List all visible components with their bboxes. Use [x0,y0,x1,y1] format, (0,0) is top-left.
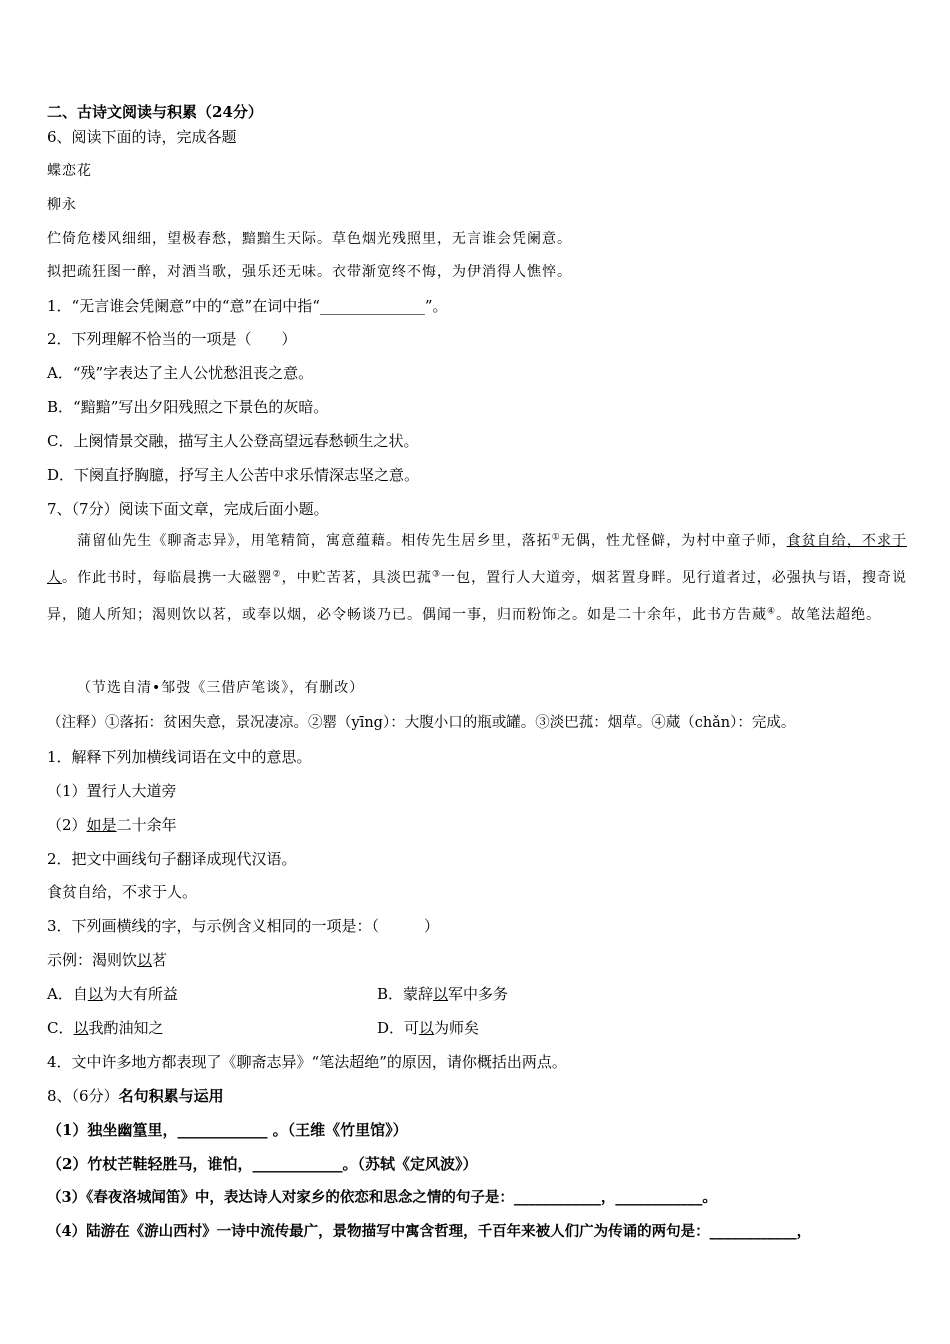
q6-sub2: 2．下列理解不恰当的一项是（ ） [47,330,297,348]
q6-sub1: 1．“无言谁会凭阑意”中的“意”在词中指“______________”。 [47,297,448,315]
option-suffix: 为大有所益 [102,985,178,1003]
poem-line-1: 伫倚危楼风细细，望极春愁，黯黯生天际。草色烟光残照里，无言谁会凭阑意。 [47,231,572,247]
underlined-char: 以 [137,951,153,969]
option-suffix: 军中多务 [448,985,509,1003]
q7-option-d [377,1018,479,1038]
passage-text: ，中贮苦茗，具淡巴菰 [281,570,432,586]
q7-sub2-sentence: 食贫自给，不求于人。 [47,883,198,901]
passage-text: 蒲留仙先生《聊斋志异》，用笔精简，寓意蕴藉。相传先生居乡里，落拓 [47,533,552,549]
note-ref-2: ② [272,569,282,580]
option-suffix: 我酌油知之 [88,1019,164,1037]
q8-stem [47,1086,224,1106]
q7-example [47,950,167,970]
q6-option-d: D．下阕直抒胸臆，抒写主人公苦中求乐情深志坚之意。 [47,466,420,484]
underlined-word: 如是 [86,816,117,834]
q7-option-a [47,984,178,1004]
example-suffix: 茗 [152,951,168,969]
passage-text: 。作此书时，每临晨携一大磁罂 [62,570,273,586]
passage-source: （节选自清•邹弢《三借庐笔谈》，有删改） [77,680,365,696]
q8-heading: 名句积累与运用 [118,1087,224,1105]
q6-option-b: B．“黯黯”写出夕阳残照之下景色的灰暗。 [47,398,329,416]
q6-stem: 6、阅读下面的诗，完成各题 [47,128,237,146]
q8-number: 8、（6分） [47,1087,119,1105]
poem-author: 柳永 [47,197,77,213]
option-prefix: C． [47,1019,74,1037]
passage-text: 一包，置行人大道旁，烟茗置身畔。见行道者过，必强执与语，搜奇说异，随人所知；渴则饮以茗，或奉以烟，必令畅谈乃已。偶闻一事，归而粉饰之。如是二十余年，此书方告蒇 [47,570,908,623]
q8-item2: （2）竹杖芒鞋轻胜马，谁怕，____________。（苏轼《定风波》） [47,1155,478,1173]
q7-option-b [377,984,508,1004]
passage-text: 。故笔法超绝。 [776,607,882,623]
underlined-char: 以 [419,1019,435,1037]
item-suffix: 二十余年 [116,816,177,834]
underlined-char: 以 [433,985,449,1003]
q7-passage [47,523,907,634]
q7-sub2: 2．把文中画线句子翻译成现代汉语。 [47,850,297,868]
q7-sub3: 3．下列画横线的字，与示例含义相同的一项是：（ ） [47,917,440,935]
section-title: 二、古诗文阅读与积累（24分） [47,103,263,121]
q8-item3: （3）《春夜洛城闻笛》中，表达诗人对家乡的依恋和思念之情的句子是：____________，____________。 [47,1189,717,1206]
q8-item4: （4）陆游在《游山西村》一诗中流传最广，景物描写中寓含哲理，千百年来被人们广为传诵的两句是：____________， [47,1223,812,1240]
note-ref-3: ③ [431,569,442,580]
underlined-char: 以 [73,1019,89,1037]
q8-item1: （1）独坐幽篁里，____________ 。（王维《竹里馆》） [47,1121,408,1139]
example-prefix: 示例：渴则饮 [47,951,138,969]
note-ref-1: ① [551,532,561,543]
option-prefix: A．自 [47,985,88,1003]
q7-sub4: 4．文中许多地方都表现了《聊斋志异》“笔法超绝”的原因，请你概括出两点。 [47,1053,567,1071]
passage-notes: （注释）①落拓：贫困失意，景况凄凉。②罂（yīng）：大腹小口的瓶或罐。③淡巴菰：烟草。④蒇（chǎn）：完成。 [47,715,796,731]
q6-option-a: A．“残”字表达了主人公忧愁沮丧之意。 [47,364,314,382]
item-prefix: （2） [47,816,87,834]
option-prefix: D．可 [377,1019,420,1037]
option-prefix: B．蒙辞 [377,985,434,1003]
q7-stem: 7、（7分）阅读下面文章，完成后面小题。 [47,500,329,518]
poem-line-2: 拟把疏狂图一醉，对酒当歌，强乐还无味。衣带渐宽终不悔，为伊消得人憔悴。 [47,264,572,280]
q7-sub1-item2 [47,815,177,835]
q7-sub1: 1．解释下列加横线词语在文中的意思。 [47,748,312,766]
passage-underlined-sentence: 食贫自给，不求于人 [47,533,908,586]
q7-sub1-item1: （1）置行人大道旁 [47,782,177,800]
note-ref-4: ④ [767,606,777,617]
option-suffix: 为师矣 [434,1019,480,1037]
poem-title: 蝶恋花 [47,163,92,179]
underlined-char: 以 [87,985,103,1003]
q6-option-c: C．上阕情景交融，描写主人公登高望远春愁顿生之状。 [47,432,419,450]
passage-text: 无偶，性尤怪僻，为村中童子师， [560,533,787,549]
q7-option-c [47,1018,164,1038]
